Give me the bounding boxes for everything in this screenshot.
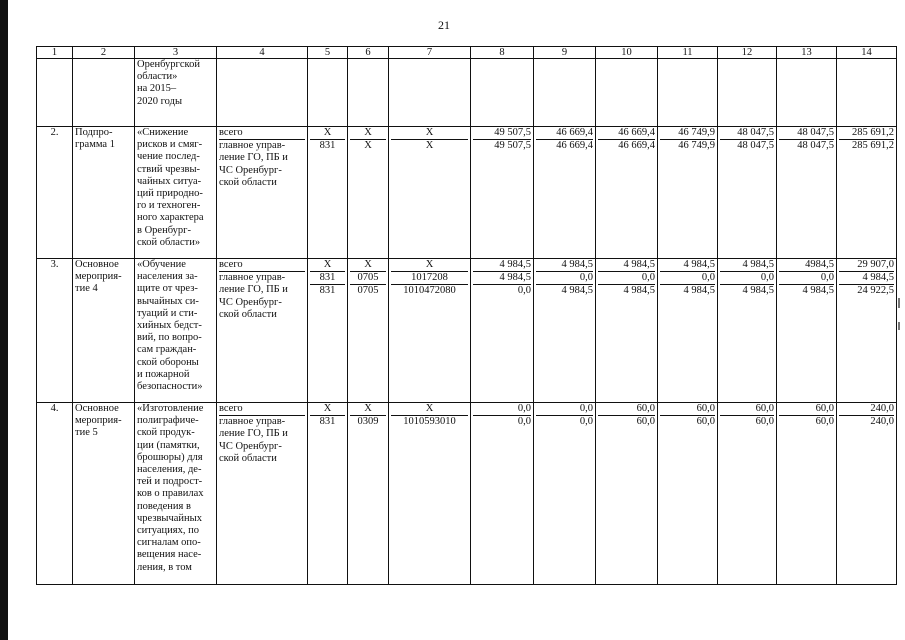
code-cell-c7 (389, 259, 471, 403)
status-cell (73, 127, 135, 259)
name-line: области» (137, 71, 178, 83)
amount-cell (777, 59, 837, 127)
name-line: сигналам опо- (137, 537, 201, 549)
amount-value: 4 984,5 (536, 259, 593, 272)
code-value: 0705 (350, 272, 386, 285)
code-cell-c5 (308, 59, 348, 127)
page-number: 21 (438, 18, 450, 32)
amount-cell (658, 59, 718, 127)
column-header: 7 (389, 47, 471, 59)
amount-cell (596, 59, 658, 127)
name-cell (135, 259, 217, 403)
amount-cell (596, 259, 658, 403)
name-cell (135, 59, 217, 127)
executor-line: ЧС Оренбург- (219, 164, 282, 176)
name-line: ствий чрезвы- (137, 163, 201, 175)
name-line: населения за- (137, 271, 198, 283)
amount-value: 60,0 (720, 403, 774, 416)
amount-value: 60,0 (598, 403, 655, 416)
table-row (37, 59, 897, 127)
name-line: ситуациях, по (137, 525, 199, 537)
scan-mark (898, 322, 900, 330)
amount-value: 4 984,5 (623, 285, 655, 297)
name-line: рисков и смяг- (137, 139, 203, 151)
amount-value: 60,0 (755, 416, 774, 428)
header-row (37, 47, 897, 59)
name-line: вещения насе- (137, 549, 202, 561)
name-line: ций природно- (137, 188, 203, 200)
code-value: 831 (319, 285, 336, 297)
status-line: тие 4 (75, 283, 98, 295)
column-header: 3 (135, 47, 217, 59)
status-cell (73, 403, 135, 585)
amount-value: 4 984,5 (720, 259, 774, 272)
amount-value: 46 669,4 (556, 140, 593, 152)
amount-value: 46 669,4 (536, 127, 593, 140)
name-line: на 2015– (137, 83, 177, 95)
column-header: 1 (37, 47, 73, 59)
amount-value: 4 984,5 (683, 285, 715, 297)
name-line: ской продук- (137, 427, 195, 439)
name-line: ской области» (137, 236, 201, 248)
amount-value: 4 984,5 (660, 259, 715, 272)
amount-value: 240,0 (870, 416, 894, 428)
amount-value: 60,0 (660, 403, 715, 416)
amount-value: 49 507,5 (473, 127, 531, 140)
table-row (37, 403, 897, 585)
executor-cell (217, 127, 308, 259)
name-line: в Оренбург- (137, 224, 191, 236)
name-line: хийных бедст- (137, 320, 202, 332)
code-value: X (350, 259, 386, 272)
name-line: чрезвычайных (137, 512, 202, 524)
name-line: чайных ситуа- (137, 175, 202, 187)
name-line: 2020 годы (137, 95, 183, 107)
amount-cell (471, 127, 534, 259)
code-cell-c7 (389, 59, 471, 127)
code-value: 831 (319, 416, 336, 428)
amount-value: 0,0 (473, 403, 531, 416)
status-line: Подпро- (75, 127, 113, 138)
executor-line: ление ГО, ПБ и (219, 152, 288, 164)
executor-line: главное управ- (219, 272, 286, 284)
executor-cell (217, 403, 308, 585)
column-header: 6 (348, 47, 389, 59)
code-cell-c5 (308, 403, 348, 585)
column-header: 13 (777, 47, 837, 59)
name-line: населения, де- (137, 464, 202, 476)
name-cell (135, 127, 217, 259)
amount-value: 0,0 (579, 416, 593, 428)
amount-value: 0,0 (536, 272, 593, 285)
name-line: и пожарной (137, 368, 190, 380)
amount-value: 0,0 (660, 272, 715, 285)
name-line: щите от чрез- (137, 283, 198, 295)
column-header: 2 (73, 47, 135, 59)
column-header: 9 (534, 47, 596, 59)
name-line: чение послед- (137, 151, 200, 163)
amount-value: 240,0 (839, 403, 894, 416)
status-line: мероприя- (75, 415, 122, 427)
name-line: безопасности» (137, 381, 203, 393)
column-header: 12 (718, 47, 777, 59)
code-value: X (310, 403, 345, 416)
code-cell-c5 (308, 259, 348, 403)
status-cell (73, 59, 135, 127)
amount-cell (718, 403, 777, 585)
name-line: ления, в том (137, 561, 192, 573)
executor-line: главное управ- (219, 416, 286, 428)
amount-value: 48 047,5 (720, 127, 774, 140)
code-cell-c6 (348, 259, 389, 403)
column-header: 5 (308, 47, 348, 59)
amount-cell (596, 127, 658, 259)
amount-value: 285 691,2 (839, 127, 894, 140)
code-value: 831 (319, 140, 336, 152)
row-number: 2. (37, 127, 73, 259)
table-row (37, 259, 897, 403)
amount-value: 4 984,5 (839, 272, 894, 285)
executor-line: главное управ- (219, 140, 286, 152)
amount-value: 4 984,5 (802, 285, 834, 297)
code-cell-c6 (348, 127, 389, 259)
amount-value: 0,0 (720, 272, 774, 285)
amount-cell (534, 59, 596, 127)
status-line: Основное (75, 403, 119, 414)
executor-line: всего (219, 259, 305, 272)
amount-cell (658, 403, 718, 585)
amount-value: 46 669,4 (598, 127, 655, 140)
amount-cell (534, 259, 596, 403)
column-header: 4 (217, 47, 308, 59)
amount-value: 48 047,5 (779, 127, 834, 140)
code-cell-c6 (348, 59, 389, 127)
amount-cell (777, 127, 837, 259)
row-number (37, 59, 73, 127)
name-line: го и техноген- (137, 200, 201, 212)
amount-cell (471, 403, 534, 585)
row-number: 3. (37, 259, 73, 403)
budget-table (36, 46, 897, 585)
amount-value: 4 984,5 (561, 285, 593, 297)
amount-value: 60,0 (815, 416, 834, 428)
executor-line: всего (219, 403, 305, 416)
amount-value: 0,0 (598, 272, 655, 285)
amount-value: 46 669,4 (618, 140, 655, 152)
executor-line: всего (219, 127, 305, 140)
code-value: X (425, 140, 434, 152)
executor-line: ской области (219, 176, 277, 188)
code-cell-c7 (389, 403, 471, 585)
name-cell (135, 403, 217, 585)
name-line: вычайных си- (137, 295, 199, 307)
status-line: тие 5 (75, 427, 98, 439)
amount-cell (596, 403, 658, 585)
amount-value: 0,0 (517, 285, 531, 297)
name-line: брошюры) для (137, 451, 203, 463)
code-value: X (350, 127, 386, 140)
executor-cell (217, 59, 308, 127)
amount-value: 0,0 (779, 272, 834, 285)
code-cell-c7 (389, 127, 471, 259)
name-line: ской обороны (137, 356, 199, 368)
amount-value: 49 507,5 (494, 140, 531, 152)
amount-cell (718, 59, 777, 127)
column-header: 11 (658, 47, 718, 59)
amount-cell (837, 127, 897, 259)
name-line: «Снижение (137, 127, 189, 138)
status-line: Основное (75, 259, 119, 270)
name-line: Оренбургской (137, 59, 200, 70)
amount-value: 285 691,2 (852, 140, 894, 152)
amount-value: 60,0 (779, 403, 834, 416)
scan-mark (898, 298, 900, 308)
executor-line: ЧС Оренбург- (219, 296, 282, 308)
executor-line: ской области (219, 308, 277, 320)
name-line: ков о правилах (137, 488, 204, 500)
name-line: вий, по вопро- (137, 332, 202, 344)
code-value: 0309 (357, 416, 379, 428)
amount-value: 48 047,5 (797, 140, 834, 152)
code-value: 1010593010 (403, 416, 456, 428)
amount-value: 0,0 (517, 416, 531, 428)
status-cell (73, 259, 135, 403)
name-line: тей и подрост- (137, 476, 203, 488)
amount-cell (534, 403, 596, 585)
amount-cell (777, 259, 837, 403)
column-header: 14 (837, 47, 897, 59)
amount-cell (718, 259, 777, 403)
name-line: «Обучение (137, 259, 186, 270)
code-value: 831 (310, 272, 345, 285)
column-header: 10 (596, 47, 658, 59)
code-value: 0705 (357, 285, 379, 297)
name-line: ного характера (137, 212, 204, 224)
code-value: X (310, 259, 345, 272)
name-line: туаций и сти- (137, 307, 198, 319)
amount-value: 4 984,5 (742, 285, 774, 297)
executor-cell (217, 259, 308, 403)
executor-line: ской области (219, 452, 277, 464)
column-header: 8 (471, 47, 534, 59)
code-value: 1017208 (391, 272, 468, 285)
amount-value: 4 984,5 (598, 259, 655, 272)
amount-value: 46 749,9 (678, 140, 715, 152)
amount-cell (658, 127, 718, 259)
amount-cell (837, 59, 897, 127)
amount-cell (658, 259, 718, 403)
amount-value: 46 749,9 (660, 127, 715, 140)
code-value: X (364, 140, 372, 152)
executor-line: ЧС Оренбург- (219, 440, 282, 452)
amount-value: 0,0 (536, 403, 593, 416)
amount-value: 4 984,5 (473, 259, 531, 272)
name-line: полиграфиче- (137, 415, 199, 427)
code-cell-c5 (308, 127, 348, 259)
name-line: поведения в (137, 500, 191, 512)
row-number: 4. (37, 403, 73, 585)
status-line: грамма 1 (75, 139, 115, 151)
executor-line: ление ГО, ПБ и (219, 284, 288, 296)
amount-cell (837, 259, 897, 403)
amount-value: 48 047,5 (737, 140, 774, 152)
name-line: «Изготовление (137, 403, 204, 414)
amount-value: 60,0 (696, 416, 715, 428)
code-value: X (391, 403, 468, 416)
amount-cell (718, 127, 777, 259)
amount-cell (837, 403, 897, 585)
code-value: X (350, 403, 386, 416)
code-value: X (391, 127, 468, 140)
amount-value: 29 907,0 (839, 259, 894, 272)
amount-value: 24 922,5 (857, 285, 894, 297)
amount-cell (777, 403, 837, 585)
amount-value: 60,0 (636, 416, 655, 428)
name-line: ции (памятки, (137, 439, 200, 451)
table-row (37, 127, 897, 259)
code-value: X (310, 127, 345, 140)
executor-line: ление ГО, ПБ и (219, 428, 288, 440)
amount-value: 4984,5 (779, 259, 834, 272)
code-value: X (391, 259, 468, 272)
name-line: сам граждан- (137, 344, 197, 356)
amount-cell (471, 259, 534, 403)
code-cell-c6 (348, 403, 389, 585)
code-value: 1010472080 (403, 285, 456, 297)
scan-left-edge (0, 0, 8, 640)
amount-cell (534, 127, 596, 259)
amount-value: 4 984,5 (473, 272, 531, 285)
status-line: мероприя- (75, 271, 122, 283)
amount-cell (471, 59, 534, 127)
